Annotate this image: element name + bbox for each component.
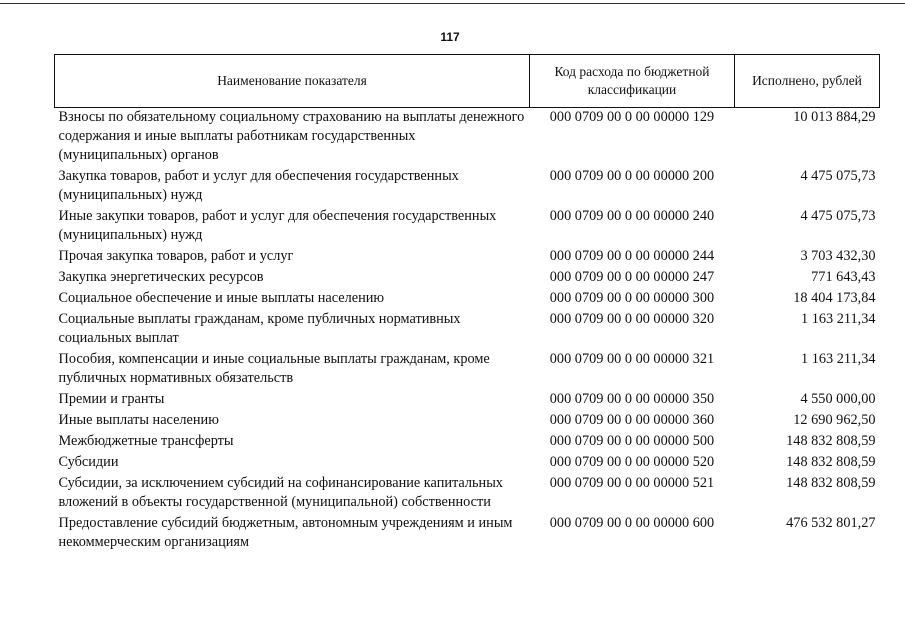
row-name: Предоставление субсидий бюджетным, автономным учреждениям и иным некоммерческим организациям xyxy=(58,515,513,550)
row-name: Субсидии, за исключением субсидий на софинансирование капитальных вложений в объекты государственной (муниципальной) собственности xyxy=(58,475,503,510)
row-name: Межбюджетные трансферты xyxy=(58,433,234,449)
row-code: 000 0709 00 0 00 00000 600 xyxy=(549,515,715,531)
row-code: 000 0709 00 0 00 00000 320 xyxy=(549,311,715,327)
row-code: 000 0709 00 0 00 00000 129 xyxy=(549,109,715,125)
table-row xyxy=(55,432,880,453)
row-code: 000 0709 00 0 00 00000 520 xyxy=(549,454,715,470)
table-row xyxy=(55,167,880,207)
row-amount: 18 404 173,84 xyxy=(793,290,876,306)
header-amount: Исполнено, рублей xyxy=(735,55,880,108)
row-amount: 4 475 075,73 xyxy=(800,168,876,184)
row-amount: 3 703 432,30 xyxy=(800,248,876,264)
table-row xyxy=(55,207,880,247)
row-amount: 10 013 884,29 xyxy=(793,109,876,125)
row-name: Социальные выплаты гражданам, кроме публичных нормативных социальных выплат xyxy=(58,311,461,346)
row-amount: 12 690 962,50 xyxy=(793,412,876,428)
row-amount: 1 163 211,34 xyxy=(800,351,876,367)
row-name: Закупка товаров, работ и услуг для обеспечения государственных (муниципальных) нужд xyxy=(58,168,459,203)
header-code: Код расхода по бюджетной классификации xyxy=(530,55,735,108)
row-code: 000 0709 00 0 00 00000 360 xyxy=(549,412,715,428)
row-amount: 771 643,43 xyxy=(811,269,876,285)
row-name: Иные закупки товаров, работ и услуг для обеспечения государственных (муниципальных) нужд xyxy=(58,208,497,243)
table-row xyxy=(55,390,880,411)
row-amount: 148 832 808,59 xyxy=(786,475,876,491)
row-name: Прочая закупка товаров, работ и услуг xyxy=(58,248,294,264)
row-amount: 4 475 075,73 xyxy=(800,208,876,224)
row-name: Иные выплаты населению xyxy=(58,412,219,428)
row-name: Субсидии xyxy=(58,454,119,470)
row-code: 000 0709 00 0 00 00000 300 xyxy=(549,290,715,306)
table-row xyxy=(55,108,880,168)
page-number: 117 xyxy=(440,30,460,44)
table-row xyxy=(55,289,880,310)
row-name: Взносы по обязательному социальному страхованию на выплаты денежного содержания и иные выплаты работникам государственных (муниципальных) органов xyxy=(58,109,525,163)
row-name: Премии и гранты xyxy=(58,391,165,407)
table-row xyxy=(55,247,880,268)
budget-table xyxy=(54,54,880,554)
row-code: 000 0709 00 0 00 00000 521 xyxy=(549,475,715,491)
page-top-rule xyxy=(0,3,905,4)
row-code: 000 0709 00 0 00 00000 200 xyxy=(549,168,715,184)
row-amount: 1 163 211,34 xyxy=(800,311,876,327)
table-row xyxy=(55,350,880,390)
header-name: Наименование показателя xyxy=(55,55,530,108)
row-name: Пособия, компенсации и иные социальные выплаты гражданам, кроме публичных нормативных обязательств xyxy=(58,351,490,386)
row-amount: 148 832 808,59 xyxy=(786,433,876,449)
row-amount: 4 550 000,00 xyxy=(800,391,876,407)
table-row xyxy=(55,310,880,350)
table-row xyxy=(55,268,880,289)
row-code: 000 0709 00 0 00 00000 350 xyxy=(549,391,715,407)
table-row xyxy=(55,474,880,514)
row-amount: 476 532 801,27 xyxy=(786,515,876,531)
table-row xyxy=(55,514,880,554)
table-header-row xyxy=(55,55,880,108)
row-code: 000 0709 00 0 00 00000 247 xyxy=(549,269,715,285)
table-row xyxy=(55,453,880,474)
row-code: 000 0709 00 0 00 00000 240 xyxy=(549,208,715,224)
row-code: 000 0709 00 0 00 00000 500 xyxy=(549,433,715,449)
row-name: Закупка энергетических ресурсов xyxy=(58,269,264,285)
row-name: Социальное обеспечение и иные выплаты населению xyxy=(58,290,385,306)
table-row xyxy=(55,411,880,432)
row-code: 000 0709 00 0 00 00000 244 xyxy=(549,248,715,264)
row-code: 000 0709 00 0 00 00000 321 xyxy=(549,351,715,367)
row-amount: 148 832 808,59 xyxy=(786,454,876,470)
